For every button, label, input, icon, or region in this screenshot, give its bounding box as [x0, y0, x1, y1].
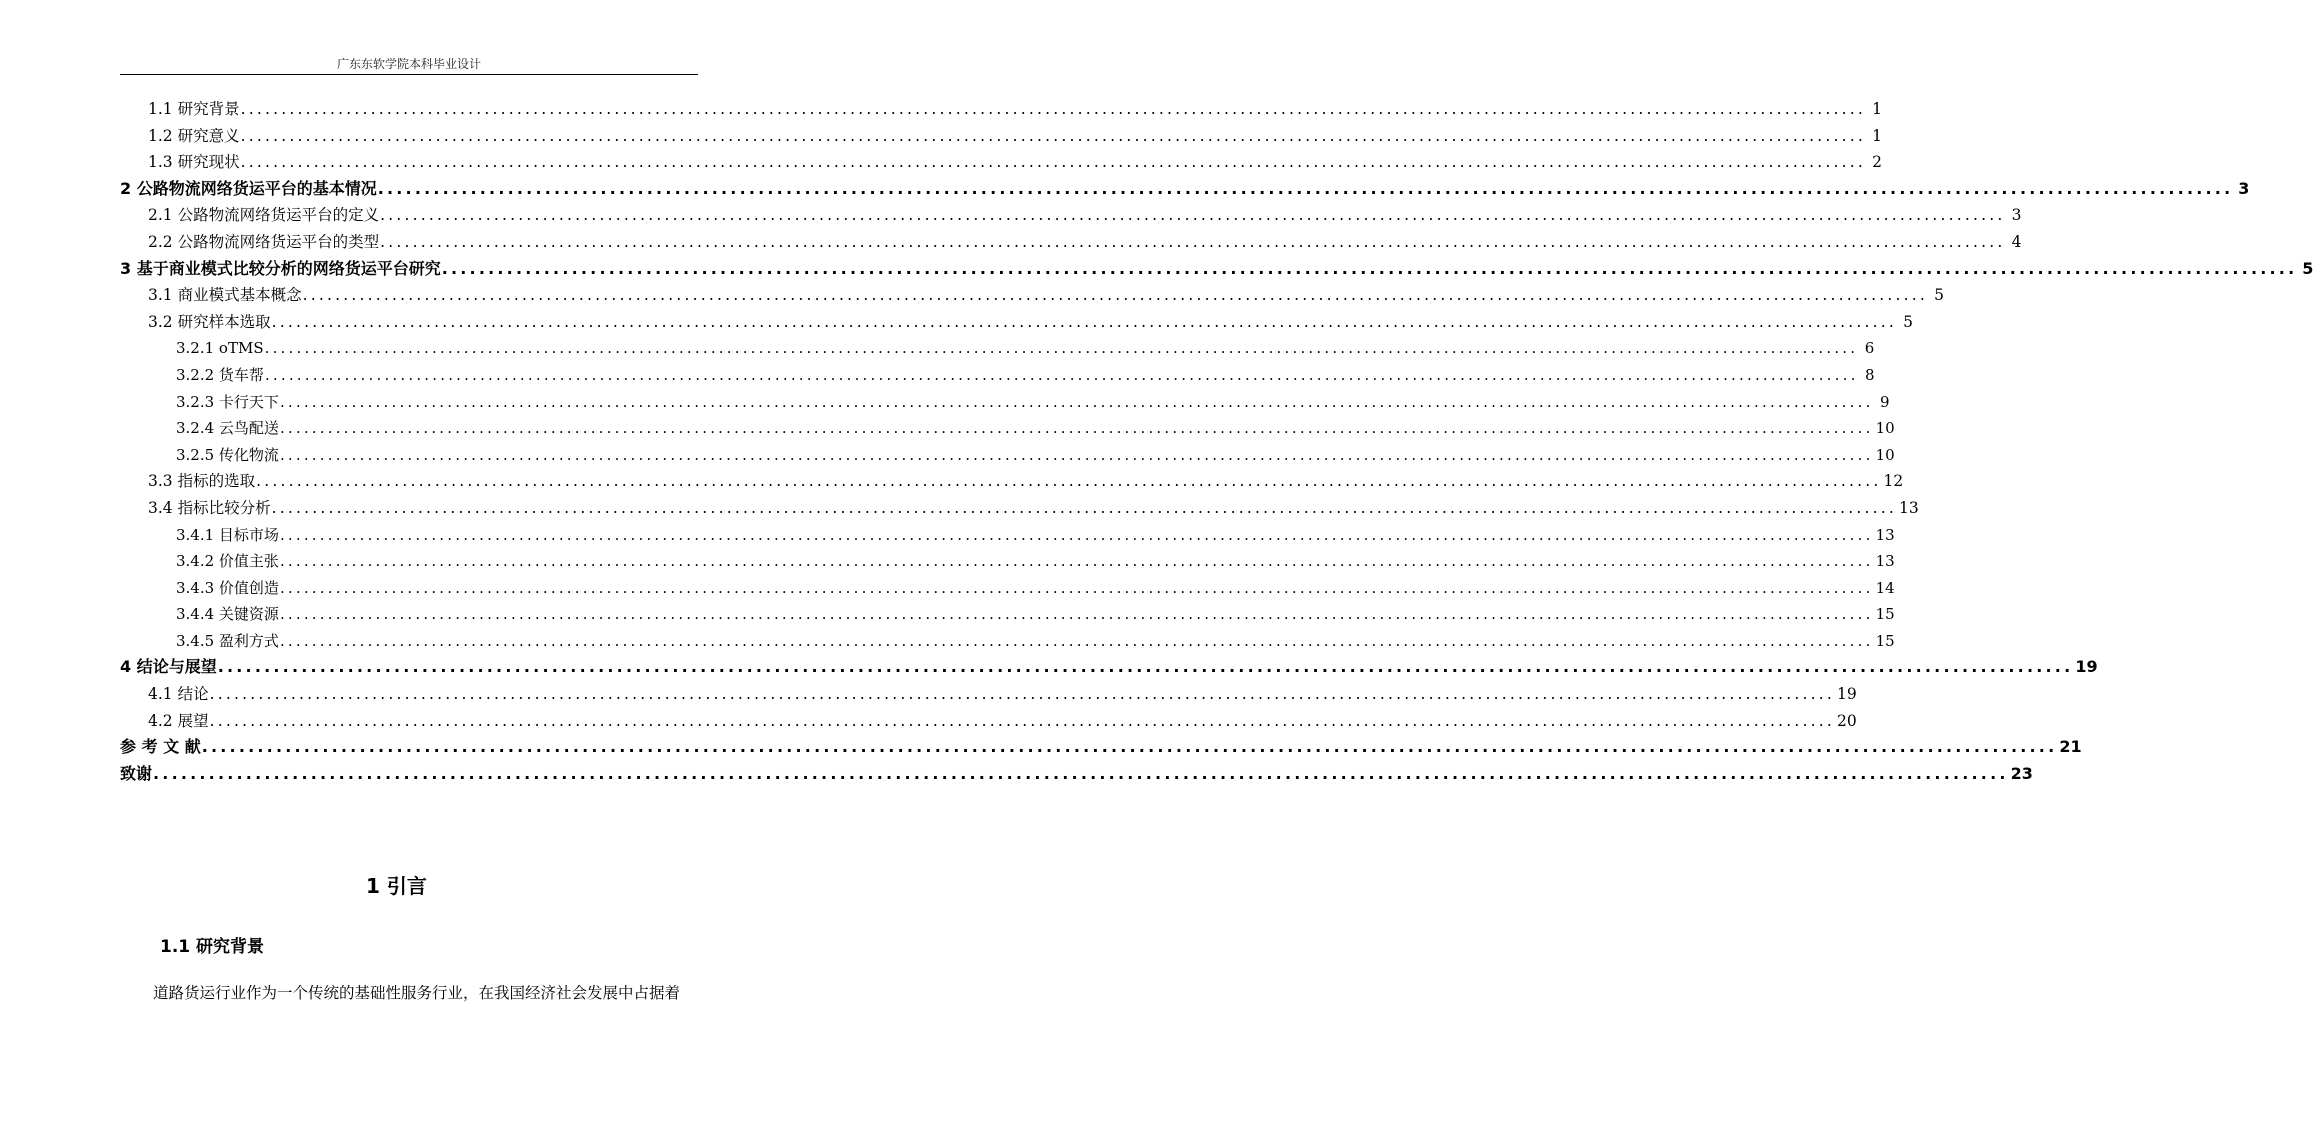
toc-entry-page: 21: [2059, 737, 2082, 757]
toc-entry-label: 1.3 研究现状: [148, 153, 240, 172]
toc-leader-dots: ........................................................................................................................................................................................................: [279, 525, 1874, 544]
toc-entry-label: 参 考 文 献: [120, 737, 201, 757]
toc-entry-page: 3: [2011, 206, 2022, 225]
toc-entry-label: 2.1 公路物流网络货运平台的定义: [148, 206, 380, 225]
toc-entry[interactable]: [120, 309, 1913, 336]
toc-entry-page: 1: [1872, 126, 1882, 145]
toc-entry[interactable]: [120, 335, 1875, 362]
toc-entry-label: 3.4.4 关键资源: [176, 605, 279, 624]
toc-leader-dots: ........................................................................................................................................................................................................: [279, 605, 1874, 624]
toc-entry-page: 19: [2075, 657, 2098, 677]
toc-leader-dots: ........................................................................................................................................................................................................: [279, 445, 1874, 464]
toc-leader-dots: ........................................................................................................................................................................................................: [153, 763, 2009, 783]
toc-entry-label: 3.4.5 盈利方式: [176, 631, 279, 650]
toc-entry-label: 3.4.1 目标市场: [176, 525, 279, 544]
toc-entry[interactable]: [120, 389, 1890, 416]
toc-entry-label: 2 公路物流网络货运平台的基本情况: [120, 178, 377, 198]
toc-entry-page: 5: [2302, 258, 2313, 278]
toc-leader-dots: ........................................................................................................................................................................................................: [279, 631, 1874, 650]
toc-leader-dots: ........................................................................................................................................................................................................: [256, 472, 1882, 491]
toc-entry[interactable]: [120, 601, 1895, 628]
toc-entry[interactable]: [120, 708, 1857, 735]
toc-entry-label: 3.2.3 卡行天下: [176, 392, 279, 411]
toc-entry-page: 23: [2010, 763, 2033, 783]
toc-entry-label: 1.2 研究意义: [148, 126, 240, 145]
table-of-contents: [120, 96, 2313, 787]
toc-entry-page: 8: [1865, 365, 1875, 384]
toc-entry[interactable]: [120, 123, 1882, 150]
toc-leader-dots: ........................................................................................................................................................................................................: [271, 312, 1897, 331]
toc-leader-dots: ........................................................................................................................................................................................................: [209, 711, 1835, 730]
toc-entry-page: 10: [1875, 445, 1895, 464]
toc-entry-label: 3.3 指标的选取: [148, 472, 256, 491]
toc-leader-dots: ........................................................................................................................................................................................................: [380, 232, 2006, 251]
toc-entry[interactable]: [120, 734, 2082, 761]
toc-entry-label: 3.2.5 传化物流: [176, 445, 279, 464]
toc-leader-dots: ........................................................................................................................................................................................................: [302, 286, 1928, 305]
toc-entry[interactable]: [120, 229, 2022, 256]
toc-leader-dots: ........................................................................................................................................................................................................: [264, 365, 1859, 384]
toc-entry-label: 4.2 展望: [148, 711, 209, 730]
toc-entry-page: 9: [1880, 392, 1890, 411]
toc-entry[interactable]: [120, 761, 2033, 788]
toc-leader-dots: ........................................................................................................................................................................................................: [271, 498, 1897, 517]
toc-entry[interactable]: [120, 442, 1895, 469]
toc-entry[interactable]: [120, 202, 2022, 229]
toc-entry-page: 14: [1875, 578, 1895, 597]
toc-entry-page: 1: [1872, 100, 1882, 118]
toc-entry[interactable]: [120, 495, 1919, 522]
toc-entry[interactable]: [120, 282, 1944, 309]
toc-entry[interactable]: [120, 654, 2098, 681]
toc-entry-page: 5: [1934, 286, 1944, 305]
toc-leader-dots: ........................................................................................................................................................................................................: [209, 685, 1835, 704]
header-divider: [120, 74, 698, 75]
page-header: 广东东软学院本科毕业设计: [336, 57, 481, 71]
toc-leader-dots: ........................................................................................................................................................................................................: [264, 339, 1859, 358]
toc-entry-label: 3.4.3 价值创造: [176, 578, 279, 597]
toc-entry-label: 2.2 公路物流网络货运平台的类型: [148, 232, 380, 251]
toc-leader-dots: ........................................................................................................................................................................................................: [279, 552, 1874, 571]
toc-entry[interactable]: [120, 415, 1895, 442]
toc-entry-label: 3.2.4 云鸟配送: [176, 419, 279, 438]
toc-entry[interactable]: [120, 681, 1857, 708]
toc-entry[interactable]: [120, 149, 1882, 176]
toc-entry-page: 13: [1875, 552, 1895, 571]
toc-entry-label: 3.1 商业模式基本概念: [148, 286, 302, 305]
toc-leader-dots: ........................................................................................................................................................................................................: [279, 392, 1874, 411]
toc-entry[interactable]: [120, 176, 2250, 203]
chapter-title: 1 引言: [366, 874, 427, 898]
toc-leader-dots: ........................................................................................................................................................................................................: [217, 657, 2074, 677]
toc-leader-dots: ........................................................................................................................................................................................................: [240, 153, 1866, 172]
toc-entry-label: 3 基于商业模式比较分析的网络货运平台研究: [120, 258, 441, 278]
toc-entry-page: 20: [1836, 711, 1857, 730]
toc-entry-page: 4: [2011, 232, 2022, 251]
toc-leader-dots: ........................................................................................................................................................................................................: [279, 578, 1874, 597]
toc-entry-page: 2: [1872, 153, 1882, 172]
toc-entry-label: 1.1 研究背景: [148, 100, 240, 118]
toc-entry-label: 3.2 研究样本选取: [148, 312, 271, 331]
toc-entry-label: 4 结论与展望: [120, 657, 217, 677]
toc-entry-label: 3.4 指标比较分析: [148, 498, 271, 517]
toc-entry-page: 15: [1875, 605, 1895, 624]
toc-entry-label: 3.2.1 oTMS: [176, 339, 264, 358]
toc-leader-dots: ........................................................................................................................................................................................................: [441, 258, 2298, 278]
toc-entry[interactable]: [120, 522, 1895, 549]
toc-entry-page: 13: [1875, 525, 1895, 544]
section-title: 1.1 研究背景: [160, 937, 265, 957]
toc-leader-dots: ........................................................................................................................................................................................................: [377, 178, 2234, 198]
toc-entry-label: 4.1 结论: [148, 685, 209, 704]
toc-leader-dots: ........................................................................................................................................................................................................: [201, 737, 2058, 757]
toc-entry-page: 10: [1875, 419, 1895, 438]
toc-entry-page: 12: [1883, 472, 1904, 491]
toc-entry-page: 3: [2238, 178, 2250, 198]
body-paragraph: 道路货运行业作为一个传统的基础性服务行业，在我国经济社会发展中占据着: [153, 984, 681, 1002]
toc-entry-label: 致谢: [120, 763, 153, 783]
toc-entry-label: 3.4.2 价值主张: [176, 552, 279, 571]
toc-entry-page: 6: [1864, 339, 1875, 358]
toc-entry[interactable]: [120, 256, 2313, 283]
toc-entry-page: 5: [1903, 312, 1913, 331]
toc-entry-page: 19: [1836, 685, 1857, 704]
toc-entry-page: 13: [1898, 498, 1919, 517]
toc-entry[interactable]: [120, 575, 1895, 602]
toc-entry-label: 3.2.2 货车帮: [176, 365, 264, 384]
toc-entry[interactable]: [120, 362, 1875, 389]
toc-leader-dots: ........................................................................................................................................................................................................: [380, 206, 2006, 225]
toc-entry[interactable]: [120, 628, 1895, 655]
toc-entry[interactable]: [120, 96, 1882, 123]
toc-entry[interactable]: [120, 468, 1904, 495]
toc-leader-dots: ........................................................................................................................................................................................................: [279, 419, 1874, 438]
toc-leader-dots: ........................................................................................................................................................................................................: [240, 100, 1866, 118]
toc-entry[interactable]: [120, 548, 1895, 575]
toc-entry-page: 15: [1875, 631, 1895, 650]
toc-leader-dots: ........................................................................................................................................................................................................: [240, 126, 1866, 145]
